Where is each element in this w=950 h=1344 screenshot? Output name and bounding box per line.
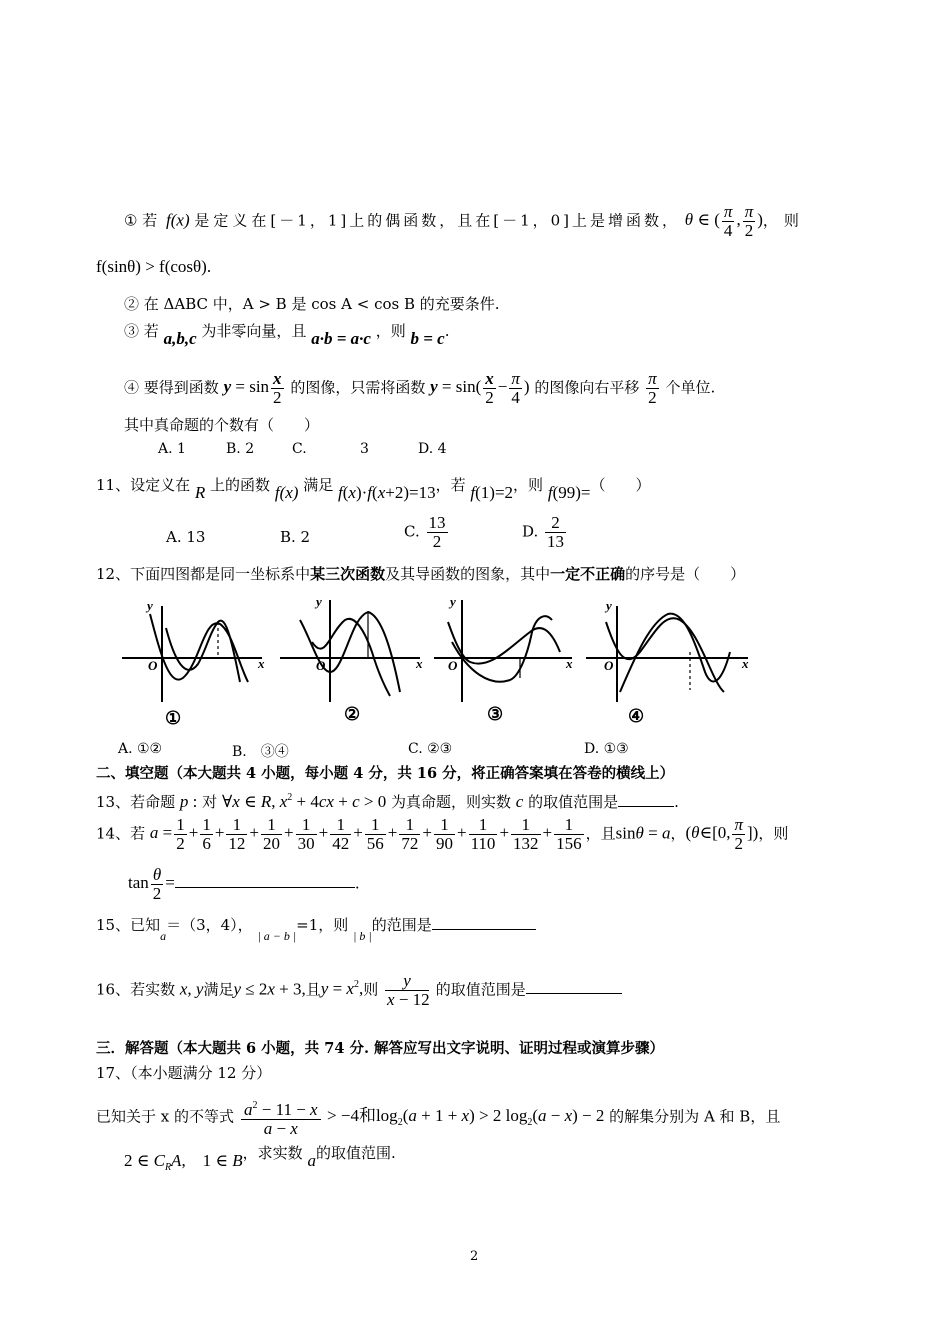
graph-4-x-label: x (742, 656, 749, 671)
q11-option-a: A. 13 (166, 528, 206, 546)
graph-3-origin-label: O (448, 658, 458, 673)
graph-2-label: ② (344, 704, 361, 725)
q12-option-b: B. ③④ (232, 744, 289, 760)
question-12: 12、下面四图都是同一坐标系中某三次函数及其导函数的图象，其中一定不正确的序号是（ ） (96, 565, 746, 583)
true-count-question: 其中真命题的个数有（ ） (124, 416, 320, 434)
graph-3 (434, 600, 572, 702)
q10-option-a: A. 1 (158, 441, 186, 457)
q16-answer-blank[interactable] (526, 993, 622, 994)
q11-option-b: B. 2 (280, 528, 311, 546)
math-y-sin-x-2: y = sin $\frac{x}{2}$ (223, 369, 282, 407)
proposition-1-conclusion: f(sinθ) > f(cosθ). (96, 257, 212, 276)
question-14-continued: tan $\frac{\theta}{2}$ = . (128, 865, 360, 903)
page-number: 2 (470, 1249, 479, 1264)
graph-2 (280, 600, 420, 702)
graph-2-y-label: y (316, 594, 322, 609)
question-11: 11、设定义在 R 上的函数 f(x) 满足 f(x)·f(x+2)=13，若 f(1)=2，则 f(99)=（ ） (96, 476, 651, 502)
graph-4 (586, 606, 748, 702)
q14-answer-blank[interactable] (175, 887, 355, 888)
math-theta-range: θ ∈ ( $\frac{\pi}{4}$ , $\frac{\pi}{2}$ ) (684, 202, 763, 240)
section-3-heading: 三．解答题（本大题共 6 小题，共 74 分. 解答应写出文字说明、证明过程或演算步骤） (96, 1040, 665, 1057)
graph-2-origin-label: O (316, 658, 326, 673)
graph-4-y-label: y (606, 598, 612, 613)
graph-3-y-label: y (450, 594, 456, 609)
q12-option-d: D. ①③ (584, 741, 629, 757)
function-graphs (0, 592, 950, 742)
question-15: 15、已知$_a$＝（3，4）， $_{| a - b |}$=1，则 $_{| b |}$的范围是 (96, 914, 536, 937)
graph-2-x-label: x (416, 656, 423, 671)
graph-3-x-label: x (566, 656, 573, 671)
graph-1-y-label: y (147, 598, 153, 613)
proposition-3: ③ 若 a,b,c 为非零向量，且 a·b = a·c ，则 b = c. (124, 322, 450, 348)
question-13: 13、若命题 p : 对 ∀x ∈ R, $x^2 + 4cx + c > 0$ 为真命题，则实数 c 的取值范围是 . (96, 792, 679, 811)
q10-option-c-value: 3 (360, 441, 369, 457)
graph-4-origin-label: O (604, 658, 614, 673)
question-16: 16、若实数 x, y满足y ≤ 2x + 3,且$y = x^2$,则 $\frac{y}{x - 12}$ 的取值范围是 (96, 972, 622, 1009)
graph-1-origin-label: O (148, 658, 158, 673)
q15-answer-blank[interactable] (432, 929, 536, 930)
graph-4-label: ④ (628, 706, 645, 727)
proposition-1: ① 若 f(x) 是定义在[－1，1]上的偶函数，且在[－1，0]上是增函数， θ ∈ ( $\frac{\pi}{4}$ , $\frac{\pi}{2}$ )，则 (124, 202, 805, 240)
q11-option-c: C. $\frac{13}{2}$ (404, 513, 446, 551)
q13-answer-blank[interactable] (618, 806, 674, 807)
graph-1 (122, 606, 262, 702)
graph-1-label: ① (165, 708, 182, 729)
graph-3-label: ③ (487, 704, 504, 725)
q10-option-d: D. 4 (418, 441, 447, 457)
math-fx: f(x) (166, 210, 190, 230)
question-14: 14、若 a = $\frac{1}{2}$ + $\frac{1}{6}$ + $\frac{1}{12}$ + $\frac{1}{20}$ + $\frac{1}{30}$ + $\frac{1}{42}$ + $\frac{1}{56}$ + $\frac{1}{72}$ + $\frac{1}{90}$ + $\frac{1}{110}$ + $\frac{1}{132}$ + $\frac{1}{156}$ ，且sinθ = a，(θ∈[0, $\frac{\pi}{2}$ ])，则 (96, 815, 789, 853)
q10-option-b: B. 2 (226, 441, 255, 457)
q12-option-a: A. ①② (118, 741, 163, 757)
question-17-body: 已知关于 x 的不等式 $\frac{a^2 - 11 - x}{a - x}$ > −4和$\log_2(a + 1 + x) > 2$ $\log_2(a - x) - 2$ 的解集分别为 A 和 B，且 (96, 1097, 780, 1138)
q11-option-d: D. $\frac{2}{13}$ (522, 513, 565, 551)
q10-option-c: C. (292, 441, 307, 457)
section-2-heading: 二、填空题（本大题共 4 小题，每小题 4 分，共 16 分，将正确答案填在答卷的横线上） (96, 765, 675, 782)
q12-option-c: C. ②③ (408, 741, 453, 757)
question-17-condition: 2 ∈ $C_RA$, 1 ∈ B，求实数 a的取值范围. (124, 1144, 396, 1173)
graph-1-x-label: x (258, 656, 265, 671)
proposition-4: ④ 要得到函数 y = sin $\frac{x}{2}$ 的图像，只需将函数 y = sin( $\frac{x}{2}$ − $\frac{\pi}{4}$ ) 的图像向右平移 $\frac{\pi}{2}$ 个单位. (124, 369, 716, 407)
question-17-header: 17、（本小题满分 12 分） (96, 1064, 272, 1082)
math-y-sin-shift: y = sin( $\frac{x}{2}$ − $\frac{\pi}{4}$ ) (430, 369, 530, 407)
proposition-2: ② 在 ΔABC 中，A > B 是 cos A < cos B 的充要条件. (124, 295, 500, 313)
